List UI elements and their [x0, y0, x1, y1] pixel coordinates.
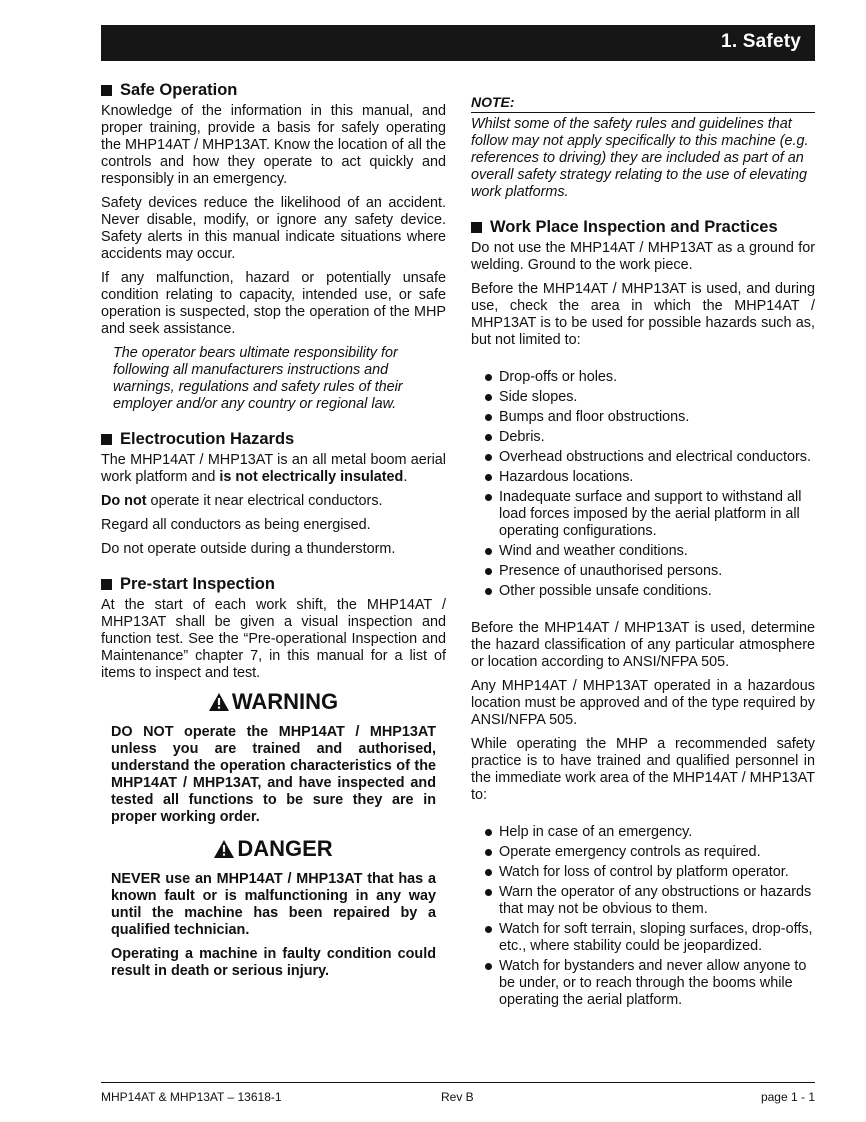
paragraph: Do not operate outside during a thunderstorm.: [101, 541, 396, 557]
duties-list: [471, 824, 815, 1009]
header-bar: [101, 25, 815, 61]
list-item: Watch for bystanders and never allow anyone to be under, or to reach through the booms while operating the aerial platform.: [485, 958, 815, 1009]
page-title: 1. Safety: [721, 31, 801, 52]
section-heading-electrocution: Electrocution Hazards: [101, 429, 446, 449]
hazard-list: [471, 369, 815, 600]
paragraph: Before the MHP14AT / MHP13AT is used, and during use, check the area in which the MHP14AT / MHP13AT is to be used for possible hazards such as, but not limited to:: [471, 281, 815, 348]
paragraph: While operating the MHP a recommended safety practice is to have trained and qualified personnel in the immediate work area of the MHP14AT / MHP13AT to:: [471, 736, 815, 803]
list-item: Other possible unsafe conditions.: [485, 583, 815, 600]
paragraph: Regard all conductors as being energised.: [101, 517, 371, 533]
warning-text: DO NOT operate the MHP14AT / MHP13AT unless you are trained and authorised, understand the operation characteristics of the MHP14AT / MHP13AT, and have inspected and tested all functions to be sure they are in proper working order.: [111, 724, 436, 825]
square-bullet-icon: [101, 434, 112, 445]
italic-paragraph: The operator bears ultimate responsibility for following all manufacturers instructions and warnings, regulations and safety rules of their employer and/or any country or regional law.: [113, 345, 403, 412]
footer-divider: [101, 1082, 815, 1083]
danger-triangle-icon: [214, 840, 234, 858]
footer-revision: Rev B: [441, 1090, 474, 1104]
left-column: [101, 80, 446, 987]
footer-page-number: page 1 - 1: [760, 1090, 815, 1104]
paragraph: At the start of each work shift, the MHP14AT / MHP13AT shall be given a visual inspection and function test. See the “Pre-operational Inspection and Maintenance” chapter 7, in this manual for a list of items to inspect and test.: [101, 597, 446, 681]
right-column: [471, 94, 815, 1012]
danger-text: Operating a machine in faulty condition could result in death or serious injury.: [111, 946, 436, 979]
paragraph: The MHP14AT / MHP13AT is an all metal boom aerial work platform and is not electrically insulated.: [101, 452, 446, 485]
note-label: NOTE:: [471, 94, 815, 113]
square-bullet-icon: [101, 579, 112, 590]
list-item: Operate emergency controls as required.: [485, 844, 815, 861]
list-item: Watch for soft terrain, sloping surfaces, drop-offs, etc., where stability could be jeopardized.: [485, 921, 815, 955]
paragraph: Before the MHP14AT / MHP13AT is used, determine the hazard classification of any particular atmosphere or location according to ANSI/NFPA 505.: [471, 620, 815, 670]
section-heading-safe-operation: Safe Operation: [101, 80, 446, 100]
list-item: Presence of unauthorised persons.: [485, 563, 815, 580]
square-bullet-icon: [471, 222, 482, 233]
list-item: Bumps and floor obstructions.: [485, 409, 815, 426]
square-bullet-icon: [101, 85, 112, 96]
paragraph: Do not operate it near electrical conductors.: [101, 493, 383, 509]
warning-title: WARNING: [101, 689, 446, 715]
danger-text: NEVER use an MHP14AT / MHP13AT that has a known fault or is malfunctioning in any way until the machine has been repaired by a qualified technician.: [111, 871, 436, 938]
danger-title: DANGER: [101, 836, 446, 862]
paragraph: Any MHP14AT / MHP13AT operated in a hazardous location must be approved and of the type required by ANSI/NFPA 505.: [471, 678, 815, 728]
paragraph: If any malfunction, hazard or potentially unsafe condition relating to capacity, intended use, or safe operation is suspected, stop the operation of the MHP and seek assistance.: [101, 270, 446, 337]
section-heading-workplace: Work Place Inspection and Practices: [471, 217, 815, 237]
footer-doc-id: MHP14AT & MHP13AT – 13618-1: [101, 1090, 282, 1104]
paragraph: Do not use the MHP14AT / MHP13AT as a ground for welding. Ground to the work piece.: [471, 240, 815, 273]
list-item: Drop-offs or holes.: [485, 369, 815, 386]
list-item: Wind and weather conditions.: [485, 543, 815, 560]
list-item: Side slopes.: [485, 389, 815, 406]
list-item: Overhead obstructions and electrical conductors.: [485, 449, 815, 466]
list-item: Help in case of an emergency.: [485, 824, 815, 841]
list-item: Hazardous locations.: [485, 469, 815, 486]
list-item: Debris.: [485, 429, 815, 446]
paragraph: Safety devices reduce the likelihood of an accident. Never disable, modify, or ignore any safety device. Safety alerts in this manual indicate situations where accidents may occur.: [101, 195, 446, 262]
section-heading-prestart: Pre-start Inspection: [101, 574, 446, 594]
paragraph: Knowledge of the information in this manual, and proper training, provide a basis for safely operating the MHP14AT / MHP13AT. Know the location of all the controls and how they operate to act quickly and responsibly in an emergency.: [101, 103, 446, 187]
list-item: Watch for loss of control by platform operator.: [485, 864, 815, 881]
list-item: Warn the operator of any obstructions or hazards that may not be obvious to them.: [485, 884, 815, 918]
note-text: Whilst some of the safety rules and guidelines that follow may not apply specifically to this machine (e.g. references to driving) they are included as part of an overall safety strategy relating to the use of elevating work platforms.: [471, 116, 809, 200]
list-item: Inadequate surface and support to withstand all load forces imposed by the aerial platform in all operating configurations.: [485, 489, 815, 540]
warning-triangle-icon: [209, 693, 229, 711]
